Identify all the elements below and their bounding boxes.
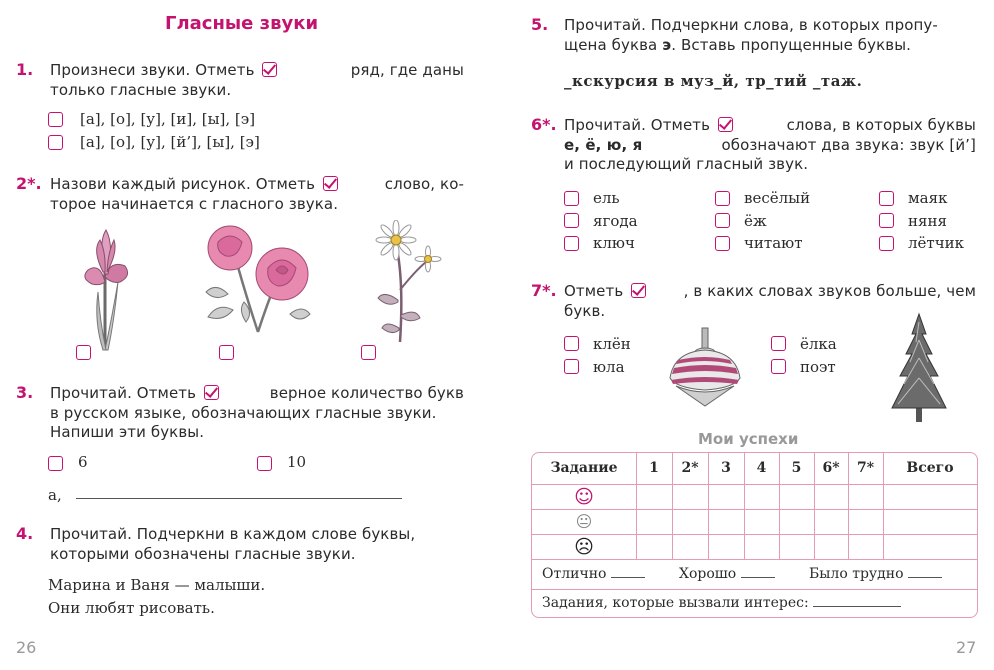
grade-label: Хорошо bbox=[679, 566, 737, 582]
page-number: 27 bbox=[956, 638, 977, 657]
task-text bbox=[50, 384, 464, 443]
word-column bbox=[564, 332, 631, 378]
word: ёж bbox=[744, 211, 767, 230]
checkbox[interactable] bbox=[361, 345, 376, 360]
sad-face-icon: ☹ bbox=[574, 536, 594, 558]
checkmark-icon bbox=[718, 117, 733, 132]
grade-hard bbox=[809, 566, 942, 582]
header-cell: 4 bbox=[756, 460, 767, 476]
text-fragment: Отметь bbox=[564, 282, 624, 300]
text-line: торое начинается с гласного звука. bbox=[50, 194, 339, 213]
text-fragment: Произнеси звуки. Отметь bbox=[50, 61, 255, 79]
sentence: Марина и Ваня — малыши. bbox=[48, 576, 266, 594]
text-fragment: Прочитай. Отметь bbox=[564, 116, 711, 134]
neutral-face-icon: 😐 bbox=[575, 512, 593, 531]
word: клён bbox=[593, 334, 631, 353]
text-line: Напиши эти буквы. bbox=[50, 423, 205, 441]
letter: э bbox=[662, 35, 672, 54]
grade-blank[interactable] bbox=[908, 577, 942, 578]
task-text bbox=[564, 116, 976, 175]
option-label: 10 bbox=[287, 453, 307, 471]
grade-excellent bbox=[542, 566, 645, 582]
option-row[interactable] bbox=[564, 355, 631, 378]
checkbox[interactable] bbox=[76, 345, 91, 360]
checkbox[interactable] bbox=[564, 191, 579, 206]
word: ёлка bbox=[800, 334, 837, 353]
word: ягода bbox=[593, 211, 638, 230]
task-text bbox=[564, 16, 976, 55]
text-fragment: слово, ко- bbox=[384, 175, 464, 193]
task-text bbox=[50, 525, 464, 564]
checkbox[interactable] bbox=[771, 336, 786, 351]
happy-face-icon: ☺ bbox=[574, 486, 594, 508]
grade-blank[interactable] bbox=[611, 577, 645, 578]
text-fragment: верное количество букв bbox=[269, 384, 464, 402]
option-label: [а], [о], [у], [й’], [ы], [э] bbox=[80, 133, 260, 151]
checkbox[interactable] bbox=[879, 213, 894, 228]
option-row[interactable] bbox=[48, 456, 63, 475]
word: юла bbox=[593, 357, 625, 376]
daisy-checkbox[interactable] bbox=[361, 345, 376, 364]
word-column bbox=[564, 187, 638, 255]
word: маяк bbox=[908, 189, 948, 208]
answer-prefix: а, bbox=[48, 486, 62, 504]
task-text bbox=[50, 175, 464, 214]
rose-illustration bbox=[198, 222, 318, 334]
option-row[interactable] bbox=[257, 456, 272, 475]
grade-label: Было трудно bbox=[809, 566, 904, 582]
text-fragment: ряд, где даны bbox=[350, 61, 464, 79]
checkbox[interactable] bbox=[879, 236, 894, 251]
text-line bbox=[564, 36, 976, 56]
text-line: в русском языке, обозначающих гласные звуки. bbox=[50, 403, 437, 422]
option-row[interactable] bbox=[771, 332, 837, 355]
word-column bbox=[715, 187, 810, 255]
text-fragment: . Вставь пропущенные буквы. bbox=[671, 35, 912, 54]
checkbox[interactable] bbox=[48, 135, 63, 150]
option-label: [а], [о], [у], [и], [ы], [э] bbox=[80, 110, 256, 128]
checkbox[interactable] bbox=[715, 213, 730, 228]
option-row[interactable] bbox=[879, 187, 964, 210]
word: читают bbox=[744, 234, 803, 253]
header-cell: 2* bbox=[681, 460, 699, 476]
checkmark-icon bbox=[262, 62, 277, 77]
task-number: 1. bbox=[16, 60, 34, 79]
header-cell: Всего bbox=[906, 460, 954, 476]
option-row[interactable] bbox=[564, 187, 638, 210]
rose-checkbox[interactable] bbox=[219, 345, 234, 364]
header-cell: 5 bbox=[791, 460, 802, 476]
words-line: _кскурсия в муз_й, тр_тий _таж. bbox=[564, 72, 863, 90]
text-fragment: щена буква bbox=[564, 35, 658, 54]
grade-good bbox=[679, 566, 775, 582]
sentence: Они любят рисовать. bbox=[48, 599, 215, 617]
word: весёлый bbox=[744, 189, 811, 208]
task-number: 5. bbox=[531, 15, 549, 34]
option-label: 6 bbox=[78, 453, 88, 471]
task-number: 2*. bbox=[16, 174, 42, 193]
answer-line[interactable] bbox=[76, 498, 402, 499]
header-cell: 7* bbox=[856, 460, 875, 476]
task-number: 6*. bbox=[531, 115, 557, 134]
word: поэт bbox=[800, 357, 836, 376]
checkbox[interactable] bbox=[771, 359, 786, 374]
checkmark-icon bbox=[204, 385, 219, 400]
checkbox[interactable] bbox=[48, 112, 63, 127]
text-line: и последующий гласный звук. bbox=[564, 155, 809, 173]
header-cell: 1 bbox=[649, 460, 659, 476]
checkbox[interactable] bbox=[48, 456, 63, 471]
sentences bbox=[48, 574, 265, 620]
interest-line bbox=[542, 595, 901, 611]
fir-tree-illustration bbox=[886, 312, 952, 424]
checkbox[interactable] bbox=[219, 345, 234, 360]
text-line: только гласные звуки. bbox=[50, 80, 232, 99]
text-fragment: слова, в которых буквы bbox=[786, 116, 976, 134]
text-fragment: , в каких словах звуков больше, чем bbox=[683, 282, 976, 300]
daisy-illustration bbox=[368, 220, 448, 344]
task-number: 7*. bbox=[531, 281, 557, 300]
checkbox[interactable] bbox=[715, 191, 730, 206]
option-row[interactable] bbox=[715, 187, 810, 210]
success-table bbox=[531, 452, 978, 618]
task-number: 3. bbox=[16, 383, 34, 402]
word-column bbox=[771, 332, 837, 378]
text-line: Прочитай. Подчеркни в каждом слове буквы, bbox=[50, 525, 416, 543]
spinning-top-illustration bbox=[664, 326, 746, 408]
checkmark-icon bbox=[323, 176, 338, 191]
option-row[interactable] bbox=[564, 210, 638, 233]
checkbox[interactable] bbox=[564, 236, 579, 251]
text-fragment: Назови каждый рисунок. Отметь bbox=[50, 175, 316, 193]
text-line: которыми обозначены гласные звуки. bbox=[50, 544, 356, 563]
checkbox[interactable] bbox=[564, 359, 579, 374]
grade-blank[interactable] bbox=[741, 577, 775, 578]
text-line: букв. bbox=[564, 301, 606, 320]
page-number: 26 bbox=[16, 638, 37, 657]
text-line: Прочитай. Подчеркни слова, в которых пропу- bbox=[564, 16, 938, 34]
option-row[interactable] bbox=[564, 332, 631, 355]
option-row[interactable] bbox=[564, 232, 638, 255]
text-fragment: Прочитай. Отметь bbox=[50, 384, 197, 402]
interest-label: Задания, которые вызвали интерес: bbox=[542, 595, 809, 611]
option-row[interactable] bbox=[48, 135, 63, 154]
checkmark-icon bbox=[631, 283, 646, 298]
header-cell: 6* bbox=[822, 460, 840, 476]
success-title: Мои успехи bbox=[698, 430, 799, 448]
iris-checkbox[interactable] bbox=[76, 345, 91, 364]
page-title: Гласные звуки bbox=[165, 13, 319, 34]
option-row[interactable] bbox=[715, 232, 810, 255]
checkbox[interactable] bbox=[879, 191, 894, 206]
checkbox[interactable] bbox=[564, 213, 579, 228]
checkbox[interactable] bbox=[715, 236, 730, 251]
option-row[interactable] bbox=[771, 355, 837, 378]
task-number: 4. bbox=[16, 524, 34, 543]
letters: е, ё, ю, я bbox=[564, 135, 643, 154]
header-cell: 3 bbox=[721, 460, 731, 476]
task-text bbox=[50, 61, 464, 100]
iris-illustration bbox=[70, 222, 140, 352]
grade-label: Отлично bbox=[542, 566, 607, 582]
option-row[interactable] bbox=[715, 210, 810, 233]
word-column bbox=[879, 187, 964, 255]
checkbox[interactable] bbox=[564, 336, 579, 351]
header-cell: Задание bbox=[550, 460, 618, 476]
option-row[interactable] bbox=[48, 112, 63, 131]
word: ель bbox=[593, 189, 620, 208]
text-fragment: обозначают два звука: звук [й’] bbox=[721, 135, 976, 154]
word: няня bbox=[908, 211, 947, 230]
option-row[interactable] bbox=[879, 210, 964, 233]
checkbox[interactable] bbox=[257, 456, 272, 471]
option-row[interactable] bbox=[879, 232, 964, 255]
interest-blank[interactable] bbox=[813, 606, 901, 607]
word: ключ bbox=[593, 234, 635, 253]
word: лётчик bbox=[908, 234, 964, 253]
